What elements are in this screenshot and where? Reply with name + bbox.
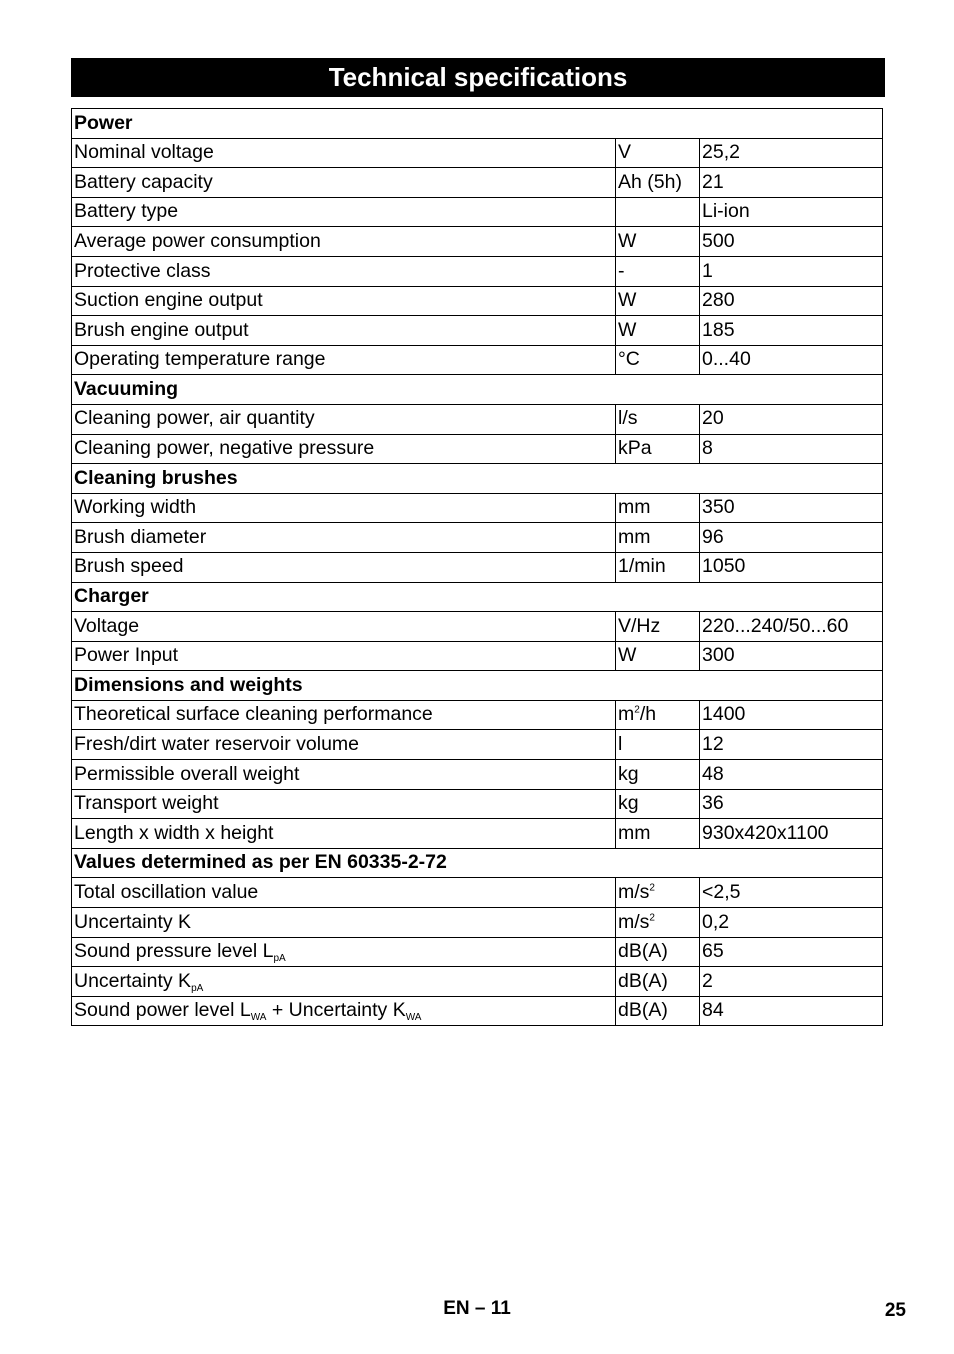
- table-row: [72, 345, 883, 375]
- table-row: [72, 878, 883, 908]
- table-row: [72, 138, 883, 168]
- spec-label: Uncertainty K: [72, 908, 616, 938]
- spec-unit: dB(A): [616, 996, 700, 1026]
- table-row: [72, 937, 883, 967]
- spec-value: 220...240/50...60: [700, 612, 883, 642]
- spec-unit: °C: [616, 345, 700, 375]
- table-row: [72, 197, 883, 227]
- spec-unit: mm: [616, 523, 700, 553]
- spec-label: Permissible overall weight: [72, 760, 616, 790]
- section-header: Values determined as per EN 60335-2-72: [72, 848, 883, 878]
- spec-unit: -: [616, 256, 700, 286]
- page-number: 25: [884, 1300, 906, 1321]
- spec-value: 0,2: [700, 908, 883, 938]
- table-row: [72, 523, 883, 553]
- spec-value: 84: [700, 996, 883, 1026]
- table-row: [72, 612, 883, 642]
- table-row: [72, 908, 883, 938]
- spec-unit: V/Hz: [616, 612, 700, 642]
- subscript: WA: [250, 1012, 267, 1024]
- table-row: [72, 967, 883, 997]
- spec-value: 300: [700, 641, 883, 671]
- table-row: [72, 316, 883, 346]
- table-row: [72, 286, 883, 316]
- section-header: Vacuuming: [72, 375, 883, 405]
- spec-unit: l/s: [616, 404, 700, 434]
- spec-value: 1: [700, 256, 883, 286]
- spec-value: Li-ion: [700, 197, 883, 227]
- table-row: [72, 552, 883, 582]
- spec-label: Length x width x height: [72, 819, 616, 849]
- spec-unit: $m/s^2$: [616, 908, 700, 938]
- spec-unit: kPa: [616, 434, 700, 464]
- spec-value: 1400: [700, 700, 883, 730]
- section-header-row: [72, 464, 883, 494]
- subscript: pA: [273, 953, 286, 965]
- spec-value: 185: [700, 316, 883, 346]
- spec-label: Average power consumption: [72, 227, 616, 257]
- spec-value: 20: [700, 404, 883, 434]
- section-header: Power: [72, 109, 883, 139]
- spec-unit: $m/s^2$: [616, 878, 700, 908]
- spec-label: Sound power level $L_{WA}$ + Uncertainty $K_{WA}$: [72, 996, 616, 1026]
- spec-value: 350: [700, 493, 883, 523]
- spec-unit: mm: [616, 493, 700, 523]
- table-row: [72, 760, 883, 790]
- spec-unit: $m^2/h$: [616, 700, 700, 730]
- spec-value: 25,2: [700, 138, 883, 168]
- table-row: [72, 996, 883, 1026]
- table-row: [72, 493, 883, 523]
- page-title: Technical specifications: [71, 58, 885, 97]
- section-header: Cleaning brushes: [72, 464, 883, 494]
- spec-label: Suction engine output: [72, 286, 616, 316]
- spec-label: Nominal voltage: [72, 138, 616, 168]
- table-row: [72, 256, 883, 286]
- spec-unit: W: [616, 286, 700, 316]
- subscript: pA: [191, 982, 204, 994]
- spec-label: Battery type: [72, 197, 616, 227]
- spec-value: 8: [700, 434, 883, 464]
- spec-label: Fresh/dirt water reservoir volume: [72, 730, 616, 760]
- spec-label: Brush engine output: [72, 316, 616, 346]
- section-header-row: [72, 375, 883, 405]
- superscript: 2: [649, 882, 655, 894]
- spec-value: 930x420x1100: [700, 819, 883, 849]
- section-header-row: [72, 582, 883, 612]
- table-row: [72, 700, 883, 730]
- spec-unit: V: [616, 138, 700, 168]
- table-row: [72, 434, 883, 464]
- footer-section-page: EN – 11: [443, 1298, 511, 1319]
- spec-unit: dB(A): [616, 937, 700, 967]
- spec-unit: 1/min: [616, 552, 700, 582]
- spec-label: Brush speed: [72, 552, 616, 582]
- spec-unit: Ah (5h): [616, 168, 700, 198]
- table-row: [72, 404, 883, 434]
- spec-label: Sound pressure level $L_{pA}$: [72, 937, 616, 967]
- spec-value: 500: [700, 227, 883, 257]
- section-header-row: [72, 109, 883, 139]
- spec-unit: kg: [616, 760, 700, 790]
- spec-value: 2: [700, 967, 883, 997]
- spec-value: <2,5: [700, 878, 883, 908]
- superscript: 2: [649, 912, 655, 924]
- spec-unit: W: [616, 316, 700, 346]
- spec-label: Cleaning power, negative pressure: [72, 434, 616, 464]
- spec-value: 65: [700, 937, 883, 967]
- spec-value: 1050: [700, 552, 883, 582]
- spec-label: Total oscillation value: [72, 878, 616, 908]
- subscript: WA: [405, 1012, 422, 1024]
- spec-unit: dB(A): [616, 967, 700, 997]
- table-row: [72, 168, 883, 198]
- superscript: 2: [634, 704, 640, 716]
- section-header: Dimensions and weights: [72, 671, 883, 701]
- spec-value: 21: [700, 168, 883, 198]
- section-header: Charger: [72, 582, 883, 612]
- spec-label: Theoretical surface cleaning performance: [72, 700, 616, 730]
- spec-label: Voltage: [72, 612, 616, 642]
- specifications-table: [71, 108, 883, 1026]
- spec-value: 12: [700, 730, 883, 760]
- table-row: [72, 227, 883, 257]
- spec-value: 0...40: [700, 345, 883, 375]
- spec-value: 48: [700, 760, 883, 790]
- section-header-row: [72, 671, 883, 701]
- specifications-table-body: [72, 109, 883, 1026]
- spec-label: Protective class: [72, 256, 616, 286]
- table-row: [72, 819, 883, 849]
- spec-unit: W: [616, 227, 700, 257]
- spec-unit: [616, 197, 700, 227]
- spec-unit: kg: [616, 789, 700, 819]
- spec-label: Battery capacity: [72, 168, 616, 198]
- spec-value: 36: [700, 789, 883, 819]
- spec-unit: W: [616, 641, 700, 671]
- spec-value: 96: [700, 523, 883, 553]
- spec-label: Power Input: [72, 641, 616, 671]
- table-row: [72, 789, 883, 819]
- section-header-row: [72, 848, 883, 878]
- spec-value: 280: [700, 286, 883, 316]
- spec-unit: mm: [616, 819, 700, 849]
- spec-unit: l: [616, 730, 700, 760]
- table-row: [72, 641, 883, 671]
- spec-label: Cleaning power, air quantity: [72, 404, 616, 434]
- spec-label: Working width: [72, 493, 616, 523]
- table-row: [72, 730, 883, 760]
- spec-label: Uncertainty $K_{pA}$: [72, 967, 616, 997]
- spec-label: Brush diameter: [72, 523, 616, 553]
- spec-label: Transport weight: [72, 789, 616, 819]
- spec-label: Operating temperature range: [72, 345, 616, 375]
